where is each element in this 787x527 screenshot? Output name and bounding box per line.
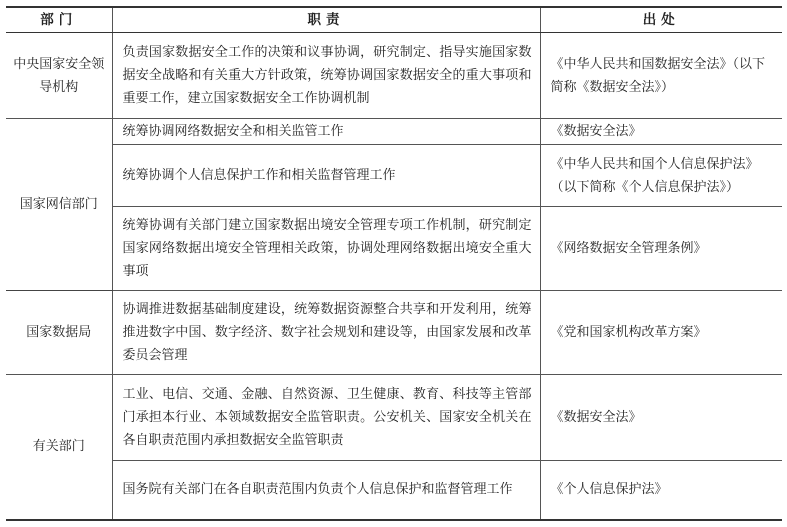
duty-cell: 统筹协调有关部门建立国家数据出境安全管理专项工作机制，研究制定国家网络数据出境安全管理相关政策，协调处理网络数据出境安全重大事项 [112,207,540,291]
source-cell: 《中华人民共和国数据安全法》（以下简称《数据安全法》） [540,33,782,119]
table-row [6,145,782,207]
source-cell: 《数据安全法》 [540,375,782,461]
table-header-row [6,7,782,33]
duty-cell: 工业、电信、交通、金融、自然资源、卫生健康、教育、科技等主管部门承担本行业、本领域数据安全监管职责。公安机关、国家安全机关在各自职责范围内承担数据安全监管职责 [112,375,540,461]
duty-cell: 负责国家数据安全工作的决策和议事协调，研究制定、指导实施国家数据安全战略和有关重大方针政策，统筹协调国家数据安全的重大事项和重要工作，建立国家数据安全工作协调机制 [112,33,540,119]
header-source: 出处 [540,7,782,33]
dept-cell: 中央国家安全领导机构 [6,33,112,119]
source-cell: 《网络数据安全管理条例》 [540,207,782,291]
header-duty: 职责 [112,7,540,33]
duty-cell: 统筹协调网络数据安全和相关监管工作 [112,119,540,145]
duty-cell: 国务院有关部门在各自职责范围内负责个人信息保护和监督管理工作 [112,461,540,520]
table-row [6,33,782,119]
header-dept: 部门 [6,7,112,33]
table-row [6,291,782,375]
dept-cell: 国家数据局 [6,291,112,375]
table-row [6,207,782,291]
source-cell: 《数据安全法》 [540,119,782,145]
source-cell: 《党和国家机构改革方案》 [540,291,782,375]
dept-cell: 国家网信部门 [6,119,112,291]
table-row [6,119,782,145]
table-row [6,461,782,520]
duty-table [6,6,782,521]
duty-cell: 统筹协调个人信息保护工作和相关监督管理工作 [112,145,540,207]
duty-cell: 协调推进数据基础制度建设，统筹数据资源整合共享和开发利用，统筹推进数字中国、数字经济、数字社会规划和建设等，由国家发展和改革委员会管理 [112,291,540,375]
source-cell: 《中华人民共和国个人信息保护法》（以下简称《个人信息保护法》） [540,145,782,207]
dept-cell: 有关部门 [6,375,112,520]
table-row [6,375,782,461]
source-cell: 《个人信息保护法》 [540,461,782,520]
